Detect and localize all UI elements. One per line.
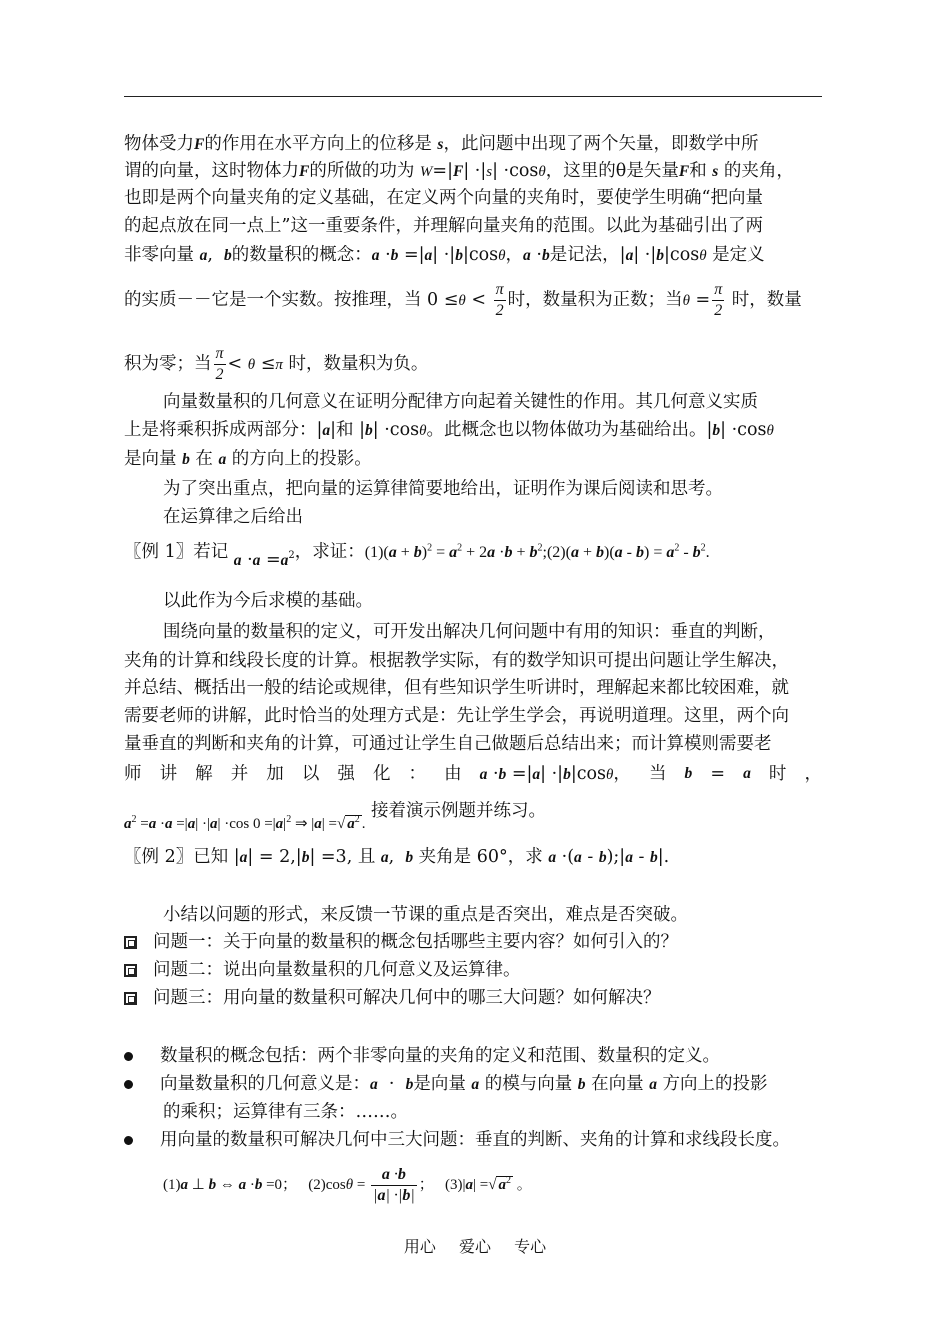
bullet-item: 数量积的概念包括：两个非零向量的夹角的定义和范围、数量积的定义。 [124, 1044, 824, 1068]
bullet-continuation: 的乘积；运算律有三条：……。 [163, 1102, 408, 1122]
paragraph-line: 师 讲 解 并 加 以 强 化 ： 由 a ·b =|a| ·|b|cosθ， 当 b = a 时 ， [124, 764, 822, 784]
paragraph-line: 围绕向量的数量积的定义，可开发出解决几何问题中有用的知识：垂直的判断， [163, 622, 776, 642]
header-rule [124, 96, 822, 97]
formula-line: (1)a ⊥ b ⇔ a ·b =0； (2)cosθ = $\frac{a \cdot b}{|a| \cdot|b|}$ ； (3)|a| =√ $a^2$ 。 [163, 1166, 532, 1204]
paragraph-line: 物体受力F的作用在水平方向上的位移是 s，此问题中出现了两个矢量，即数学中所 [124, 134, 759, 154]
example-2: 〖例 2〗已知 |a| = 2,|b| =3, 且 a, b 夹角是 60°，求 a ·(a - b);|a - b|. [124, 847, 670, 867]
paragraph-line: 为了突出重点，把向量的运算律简要地给出，证明作为课后阅读和思考。 [163, 479, 723, 499]
bullet-dot-icon [124, 1052, 133, 1061]
bullet-item: 向量数量积的几何意义是：a · b是向量 a 的模与向量 b 在向量 a 方向上的投影 [124, 1072, 824, 1097]
formula-line: $a^2 =a \cdot a =|a| \cdot|a| \cdot\cos$ $0 =|a|^2$ ⇒ |a| =√ $a^2$ . 接着演示例题并练习。 [124, 801, 547, 832]
question-item: 问题二：说出向量数量积的几何意义及运算律。 [124, 958, 824, 982]
square-bullet-icon [124, 964, 137, 977]
paragraph-line: 的实质－－它是一个实数。按推理，当 0 ≤θ < $\frac{\pi}{2}$ 时，数量积为正数；当θ = $\frac{\pi}{2}$ 时，数量 [124, 281, 802, 319]
square-bullet-icon [124, 992, 137, 1005]
bullet-dot-icon [124, 1136, 133, 1145]
question-item: 问题三：用向量的数量积可解决几何中的哪三大问题？如何解决？ [124, 986, 824, 1010]
paragraph-line: 谓的向量，这时物体力F的所做的功为 W=|F| ·|s| ·cosθ，这里的θ是矢量F和 s 的夹角， [124, 161, 794, 181]
paragraph-line: 需要老师的讲解，此时恰当的处理方式是：先让学生学会，再说明道理。这里，两个向 [124, 706, 789, 726]
paragraph-line: 上是将乘积拆成两部分：|a|和 |b| ·cosθ。此概念也以物体做功为基础给出。|b| ·cosθ [124, 420, 774, 440]
question-item: 问题一：关于向量的数量积的概念包括哪些主要内容？如何引入的？ [124, 930, 824, 954]
bullet-dot-icon [124, 1080, 133, 1089]
paragraph-line: 量垂直的判断和夹角的计算，可通过让学生自己做题后总结出来；而计算模则需要老 [124, 734, 772, 754]
page-footer: 用心 爱心 专心 [403, 1237, 547, 1256]
paragraph-line: 夹角的计算和线段长度的计算。根据教学实际，有的数学知识可提出问题让学生解决， [124, 651, 789, 671]
summary-intro: 小结以问题的形式，来反馈一节课的重点是否突出，难点是否突破。 [163, 905, 688, 925]
paragraph-line: 是向量 b 在 a 的方向上的投影。 [124, 449, 372, 469]
paragraph-line: 也即是两个向量夹角的定义基础，在定义两个向量的夹角时，要使学生明确“把向量 [124, 188, 763, 208]
paragraph-line: 的起点放在同一点上”这一重要条件，并理解向量夹角的范围。以此为基础引出了两 [124, 216, 763, 236]
paragraph-line: 向量数量积的几何意义在证明分配律方向起着关键性的作用。其几何意义实质 [163, 392, 758, 412]
paragraph-line: 积为零；当 $\frac{\pi}{2}$ < θ ≤π 时，数量积为负。 [124, 345, 429, 383]
paragraph-line: 并总结、概括出一般的结论或规律，但有些知识学生听讲时，理解起来都比较困难，就 [124, 678, 789, 698]
bullet-item: 用向量的数量积可解决几何中三大问题：垂直的判断、夹角的计算和求线段长度。 [124, 1128, 824, 1152]
paragraph-line: 以此作为今后求模的基础。 [163, 591, 373, 611]
paragraph-line: 在运算律之后给出 [163, 507, 303, 527]
example-1: 〖例 1〗若记 $a \cdot a =a^2$，求证：$(1)(a + b)^2 = a^2 + 2a \cdot b$ + $b^2;(2)(a + b)(a - b) = a^2 - b^2$. [124, 541, 710, 570]
square-bullet-icon [124, 936, 137, 949]
paragraph-line: 非零向量 a, b的数量积的概念：a ·b =|a| ·|b|cosθ，a ·b是记法，|a| ·|b|cosθ 是定义 [124, 245, 765, 265]
